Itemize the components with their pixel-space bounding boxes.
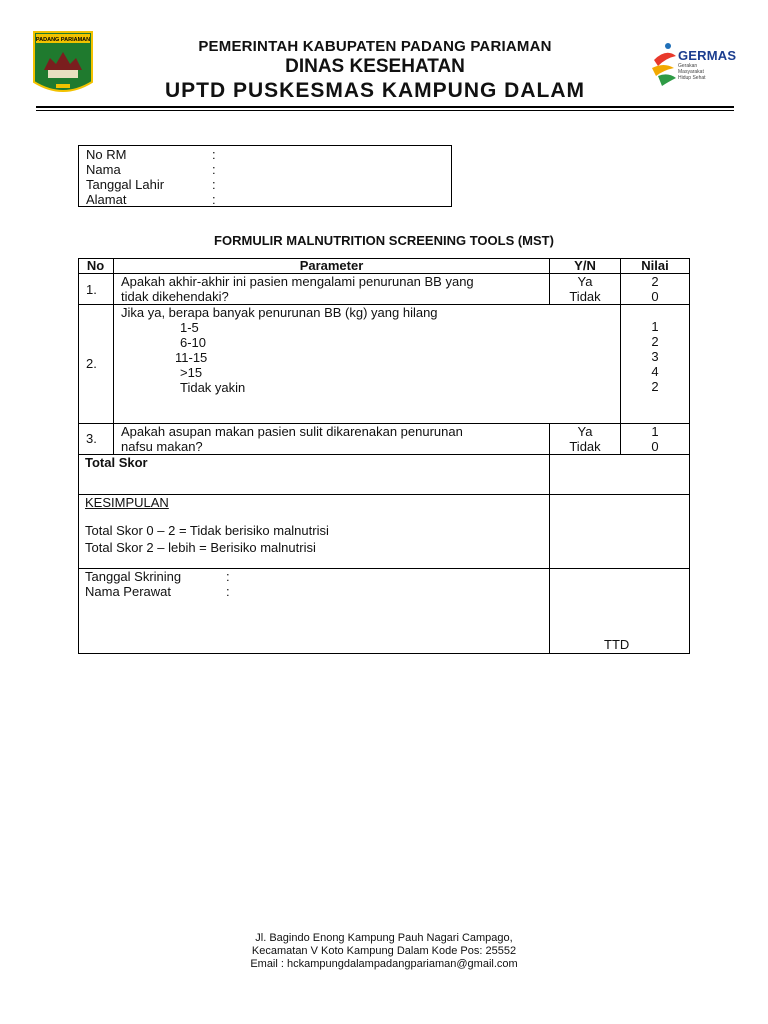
footer-address-line1: Jl. Bagindo Enong Kampung Pauh Nagari Campago, — [255, 932, 513, 944]
q2-score: 3 — [651, 349, 659, 364]
logo-label: PADANG PARIAMAN — [35, 37, 91, 43]
padang-pariaman-logo — [32, 30, 94, 98]
q1-text-line1: Apakah akhir-akhir ini pasien mengalami penurunan BB yang — [121, 274, 474, 289]
table-border-left — [78, 258, 79, 654]
header-puskesmas: UPTD PUSKESMAS KAMPUNG DALAM — [164, 79, 585, 102]
q2-score: 2 — [651, 334, 659, 349]
header-nilai: Nilai — [641, 258, 669, 273]
screening-date-label: Tanggal Skrining — [85, 569, 182, 584]
q3-answer-no: Tidak — [569, 439, 601, 454]
conclusion-title: KESIMPULAN — [85, 495, 169, 510]
q2-option: Tidak yakin — [180, 380, 246, 395]
signature-label: TTD — [604, 637, 630, 652]
q1-answer-yes: Ya — [577, 274, 593, 289]
header-divider-thin — [36, 110, 734, 111]
q2-option: 1-5 — [180, 320, 199, 335]
signoff-colon: : — [226, 584, 230, 599]
q3-score-yes: 1 — [651, 424, 659, 439]
table-col-line — [113, 258, 114, 454]
q2-number: 2. — [86, 356, 97, 371]
q2-score: 4 — [651, 364, 659, 379]
header-divider-thick — [36, 106, 734, 108]
header-government: PEMERINTAH KABUPATEN PADANG PARIAMAN — [198, 38, 552, 55]
footer-address-line2: Kecamatan V Koto Kampung Dalam Kode Pos: 25552 — [251, 945, 517, 957]
table-row-line — [78, 494, 690, 495]
germas-tagline: Gerakan Masyarakat Hidup Sehat — [678, 63, 706, 81]
germas-wordmark: GERMAS — [678, 48, 737, 63]
header-department: DINAS KESEHATAN — [285, 56, 465, 77]
identity-label-no-rm: No RM — [86, 147, 127, 162]
nurse-name-label: Nama Perawat — [85, 584, 171, 599]
total-score-label: Total Skor — [85, 455, 148, 470]
conclusion-line1: Total Skor 0 – 2 = Tidak berisiko malnutrisi — [85, 523, 329, 538]
header-parameter: Parameter — [299, 258, 364, 273]
q2-option: 6-10 — [180, 335, 207, 350]
q3-answer-yes: Ya — [577, 424, 593, 439]
q1-text-line2: tidak dikehendaki? — [121, 289, 229, 304]
identity-colon: : — [212, 192, 216, 207]
table-border-bottom — [78, 653, 690, 654]
identity-colon: : — [212, 162, 216, 177]
signoff-colon: : — [226, 569, 230, 584]
conclusion-line2: Total Skor 2 – lebih = Berisiko malnutrisi — [85, 540, 316, 555]
identity-colon: : — [212, 147, 216, 162]
q3-text-line1: Apakah asupan makan pasien sulit dikarenakan penurunan — [121, 424, 463, 439]
mst-table — [78, 258, 690, 654]
q3-score-no: 0 — [651, 439, 659, 454]
form-title: FORMULIR MALNUTRITION SCREENING TOOLS (MST) — [214, 233, 554, 248]
q3-text-line2: nafsu makan? — [121, 439, 203, 454]
identity-label-alamat: Alamat — [86, 192, 127, 207]
q1-score-yes: 2 — [651, 274, 659, 289]
patient-identity-box — [78, 145, 452, 207]
identity-colon: : — [212, 177, 216, 192]
q2-score: 1 — [651, 319, 659, 334]
identity-label-nama: Nama — [86, 162, 121, 177]
q2-option: >15 — [180, 365, 203, 380]
footer-email: Email : hckampungdalampadangpariaman@gmail.com — [250, 958, 518, 970]
table-row-line — [78, 454, 690, 455]
q2-option: 11-15 — [175, 350, 208, 365]
q3-number: 3. — [86, 431, 97, 446]
q2-score: 2 — [651, 379, 659, 394]
q2-text: Jika ya, berapa banyak penurunan BB (kg) yang hilang — [121, 305, 438, 320]
q1-number: 1. — [86, 282, 97, 297]
header-no: No — [86, 258, 105, 273]
q1-score-no: 0 — [651, 289, 659, 304]
table-border-right — [689, 258, 690, 654]
table-col-line — [549, 423, 550, 654]
header-yn: Y/N — [574, 258, 596, 273]
q1-answer-no: Tidak — [569, 289, 601, 304]
identity-label-tanggal-lahir: Tanggal Lahir — [86, 177, 165, 192]
